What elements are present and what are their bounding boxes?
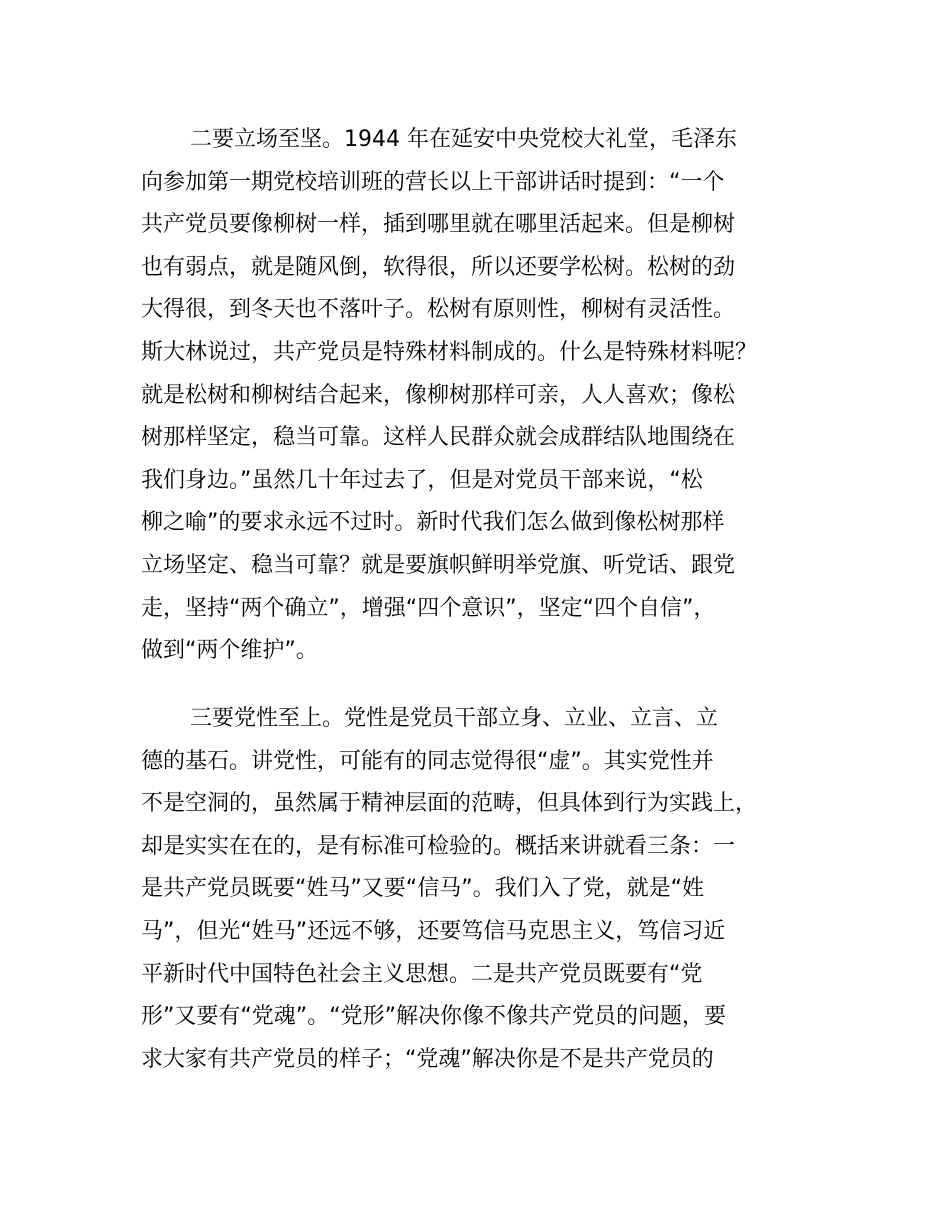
text-line: 树那样坚定，稳当可靠。这样人民群众就会成群结队地围绕在 <box>141 425 736 451</box>
text-line: 三要党性至上。党性是党员干部立身、立业、立言、立 <box>190 706 719 731</box>
paragraph-stance <box>141 119 841 673</box>
text-line: 就是松树和柳树结合起来，像柳树那样可亲，人人喜欢；像松 <box>141 382 736 408</box>
text-line: 形”又要有“党魂”。“党形”解决你像不像共产党员的问题，要 <box>141 1004 726 1030</box>
text-line: 走，坚持“两个确立”，增强“四个意识”，坚定“四个自信”， <box>141 595 716 621</box>
paragraph-party-spirit <box>141 698 841 1081</box>
text-line: 大得很，到冬天也不落叶子。松树有原则性，柳树有灵活性。 <box>141 297 736 323</box>
text-line: 是共产党员既要“姓马”又要“信马”。我们入了党，就是“姓 <box>141 876 704 902</box>
text-line: 却是实实在在的，是有标准可检验的。概括来讲就看三条：一 <box>141 833 736 859</box>
text-line: 也有弱点，就是随风倒，软得很，所以还要学松树。松树的劲 <box>141 254 736 280</box>
text-line: 马”，但光“姓马”还远不够，还要笃信马克思主义，笃信习近 <box>141 918 726 944</box>
text-line: 柳之喻”的要求永远不过时。新时代我们怎么做到像松树那样 <box>141 510 725 536</box>
text-line: 立场坚定、稳当可靠？就是要旗帜鲜明举党旗、听党话、跟党 <box>141 552 736 578</box>
text-line: 我们身边。”虽然几十年过去了，但是对党员干部来说，“松 <box>141 467 703 493</box>
text-line: 德的基石。讲党性，可能有的同志觉得很“虚”。其实党性并 <box>141 748 714 774</box>
text-line: 向参加第一期党校培训班的营长以上干部讲话时提到：“一个 <box>141 169 725 195</box>
text-line: 求大家有共产党员的样子；“党魂”解决你是不是共产党员的 <box>141 1046 714 1072</box>
text-line: 做到“两个维护”。 <box>141 638 318 664</box>
text-line: 不是空洞的，虽然属于精神层面的范畴，但具体到行为实践上， <box>141 791 758 817</box>
text-line: 斯大林说过，共产党员是特殊材料制成的。什么是特殊材料呢？ <box>141 339 758 365</box>
text-line: 共产党员要像柳树一样，插到哪里就在哪里活起来。但是柳树 <box>141 212 736 238</box>
text-line: 平新时代中国特色社会主义思想。二是共产党员既要有“党 <box>141 961 703 987</box>
text-line: 二要立场至坚。1944 年在延安中央党校大礼堂，毛泽东 <box>190 127 737 152</box>
